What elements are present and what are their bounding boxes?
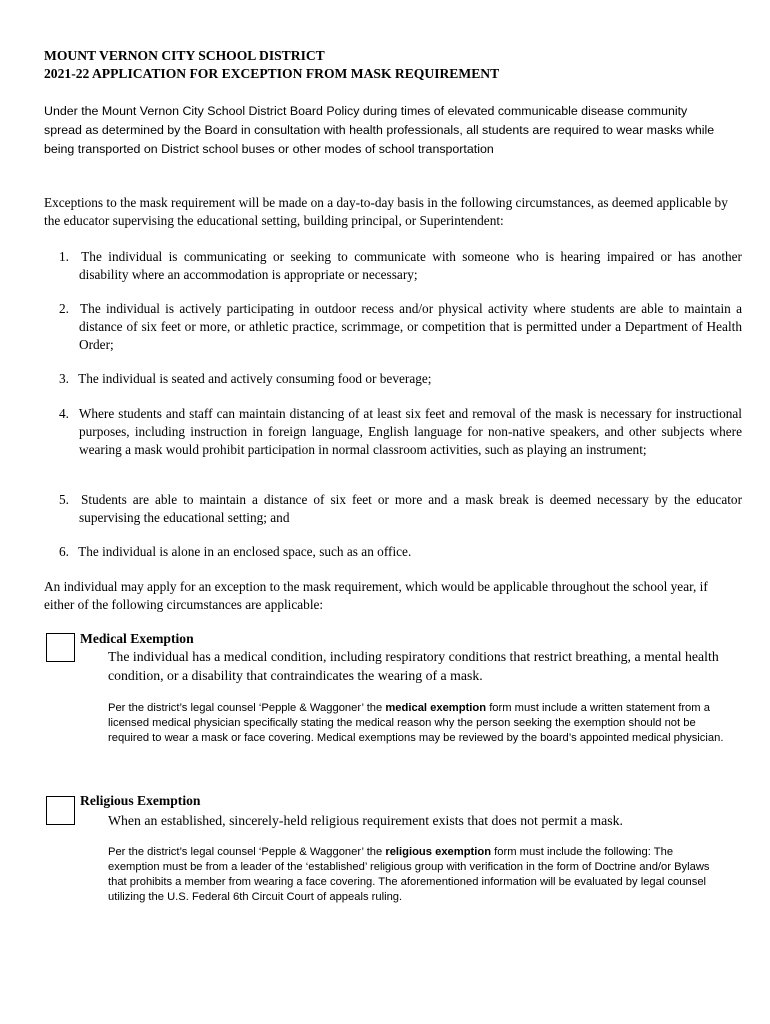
exception-item [59, 300, 742, 353]
medical-legal-post: form must include a written statement from a licensed medical physician specifically stating the medical reason why the person seeking the exemption should not be required to wear a mask or face covering. Medical exemptions may be reviewed by the board’s appointed medical physician. [108, 702, 724, 744]
medical-exemption-checkbox[interactable] [46, 633, 75, 662]
exception-number: 6. [59, 544, 69, 559]
district-name: MOUNT VERNON CITY SCHOOL DISTRICT [44, 48, 325, 63]
exception-item [59, 491, 742, 527]
exception-item [59, 370, 742, 388]
exception-text: Where students and staff can maintain distancing of at least six feet and removal of the mask is necessary for instructional purposes, including instruction in foreign language, English language for non-native speakers, and other subjects where wearing a mask would prohibit participation in normal classroom activities, such as playing an instrument; [78, 406, 742, 457]
exception-number: 1. [59, 249, 69, 264]
medical-exemption-title: Medical Exemption [80, 631, 194, 646]
exception-number: 5. [59, 492, 69, 507]
religious-legal-post: form must include the following: The exemption must be from a leader of the ‘established’ religious group with verification in the form of Doctrine and/or Bylaws that prohibits a member from wearing a face covering. The aforementioned information will be evaluated by legal counsel utilizing the U.S. Federal 6th Circuit Court of appeals ruling. [108, 846, 710, 903]
exception-text: The individual is alone in an enclosed space, such as an office. [78, 544, 412, 559]
medical-legal-pre: Per the district’s legal counsel ‘Pepple & Waggoner’ the [108, 702, 386, 714]
religious-exemption-checkbox[interactable] [46, 796, 75, 825]
form-title: 2021-22 APPLICATION FOR EXCEPTION FROM MASK REQUIREMENT [44, 66, 500, 81]
exception-item [59, 405, 742, 458]
religious-legal-note [108, 845, 726, 905]
medical-exemption-description: The individual has a medical condition, including respiratory conditions that restrict breathing, a mental health condition, or a disability that contraindicates the wearing of a mask. [108, 649, 719, 683]
medical-legal-bold: medical exemption [385, 702, 487, 714]
exception-number: 2. [59, 301, 69, 316]
religious-legal-bold: religious exemption [385, 846, 492, 858]
intro-paragraph: Under the Mount Vernon City School District Board Policy during times of elevated communicable disease community spread as determined by the Board in consultation with health professionals, all students are required to wear masks while being transported on District school buses or other modes of school transportation [44, 104, 715, 156]
religious-exemption-title: Religious Exemption [80, 793, 201, 808]
medical-legal-note [108, 701, 726, 746]
exception-text: The individual is seated and actively consuming food or beverage; [78, 371, 432, 386]
religious-legal-pre: Per the district’s legal counsel ‘Pepple & Waggoner’ the [108, 846, 386, 858]
document-header [44, 47, 499, 83]
exception-text: The individual is communicating or seeking to communicate with someone who is hearing impaired or has another disability where an accommodation is appropriate or necessary; [79, 249, 742, 282]
exception-text: The individual is actively participating in outdoor recess and/or physical activity where students are able to maintain a distance of six feet or more, or athletic practice, scrimmage, or competition that is permitted under a Department of Health Order; [79, 301, 742, 352]
religious-exemption-description: When an established, sincerely-held religious requirement exists that does not permit a mask. [108, 813, 623, 828]
apply-paragraph: An individual may apply for an exception to the mask requirement, which would be applicable throughout the school year, if either of the following circumstances are applicable: [44, 579, 708, 612]
exceptions-intro-paragraph: Exceptions to the mask requirement will be made on a day-to-day basis in the following circumstances, as deemed applicable by the educator supervising the educational setting, building principal, or Superintendent: [44, 195, 728, 228]
exception-number: 3. [59, 371, 69, 386]
exception-item [59, 248, 742, 284]
exception-number: 4. [59, 406, 69, 421]
exception-item [59, 543, 742, 561]
exception-text: Students are able to maintain a distance of six feet or more and a mask break is deemed necessary by the educator supervising the educational setting; and [79, 492, 742, 525]
